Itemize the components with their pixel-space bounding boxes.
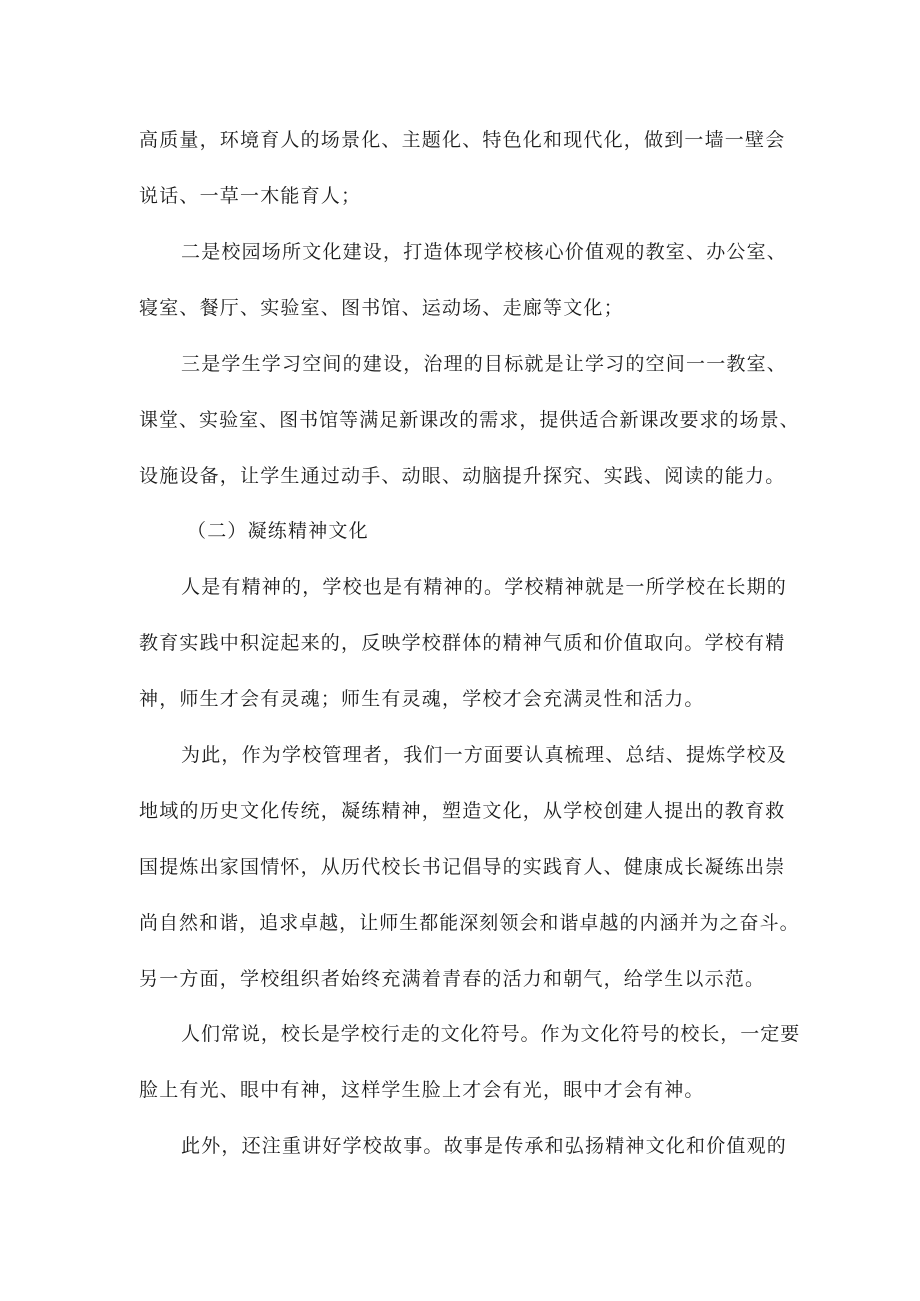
paragraph-line: 神，师生才会有灵魂；师生有灵魂，学校才会充满灵性和活力。 bbox=[139, 688, 705, 710]
paragraph-line: 设施设备，让学生通过动手、动眼、动脑提升探究、实践、阅读的能力。 bbox=[139, 465, 786, 487]
section-heading: （二）凝练精神文化 bbox=[187, 520, 369, 542]
paragraph-line: 人是有精神的，学校也是有精神的。学校精神就是一所学校在长期的 bbox=[181, 576, 788, 598]
paragraph-line: 国提炼出家国情怀，从历代校长书记倡导的实践育人、健康成长凝练出崇 bbox=[139, 856, 786, 878]
paragraph-line: 二是校园场所文化建设，打造体现学校核心价值观的教室、办公室、 bbox=[181, 241, 788, 263]
paragraph-line: 说话、一草一木能育人； bbox=[139, 185, 362, 207]
paragraph-line: 此外，还注重讲好学校故事。故事是传承和弘扬精神文化和价值观的 bbox=[181, 1135, 788, 1157]
paragraph-line: 脸上有光、眼中有神，这样学生脸上才会有光，眼中才会有神。 bbox=[139, 1079, 705, 1101]
paragraph-line: 课堂、实验室、图书馆等满足新课改的需求，提供适合新课改要求的场景、 bbox=[139, 409, 800, 431]
paragraph-line: 为此，作为学校管理者，我们一方面要认真梳理、总结、提炼学校及 bbox=[181, 744, 788, 766]
paragraph-line: 地域的历史文化传统，凝练精神，塑造文化，从学校创建人提出的教育救 bbox=[139, 800, 786, 822]
paragraph-line: 三是学生学习空间的建设，治理的目标就是让学习的空间一一教室、 bbox=[181, 353, 788, 375]
paragraph-line: 高质量，环境育人的场景化、主题化、特色化和现代化，做到一墙一壁会 bbox=[139, 129, 786, 151]
paragraph-line: 寝室、餐厅、实验室、图书馆、运动场、走廊等文化； bbox=[139, 297, 624, 319]
paragraph-line: 教育实践中积淀起来的，反映学校群体的精神气质和价值取向。学校有精 bbox=[139, 632, 786, 654]
paragraph-line: 另一方面，学校组织者始终充满着青春的活力和朝气，给学生以示范。 bbox=[139, 968, 766, 990]
paragraph-line: 尚自然和谐，追求卓越，让师生都能深刻领会和谐卓越的内涵并为之奋斗。 bbox=[139, 912, 800, 934]
paragraph-line: 人们常说，校长是学校行走的文化符号。作为文化符号的校长，一定要 bbox=[181, 1023, 801, 1045]
